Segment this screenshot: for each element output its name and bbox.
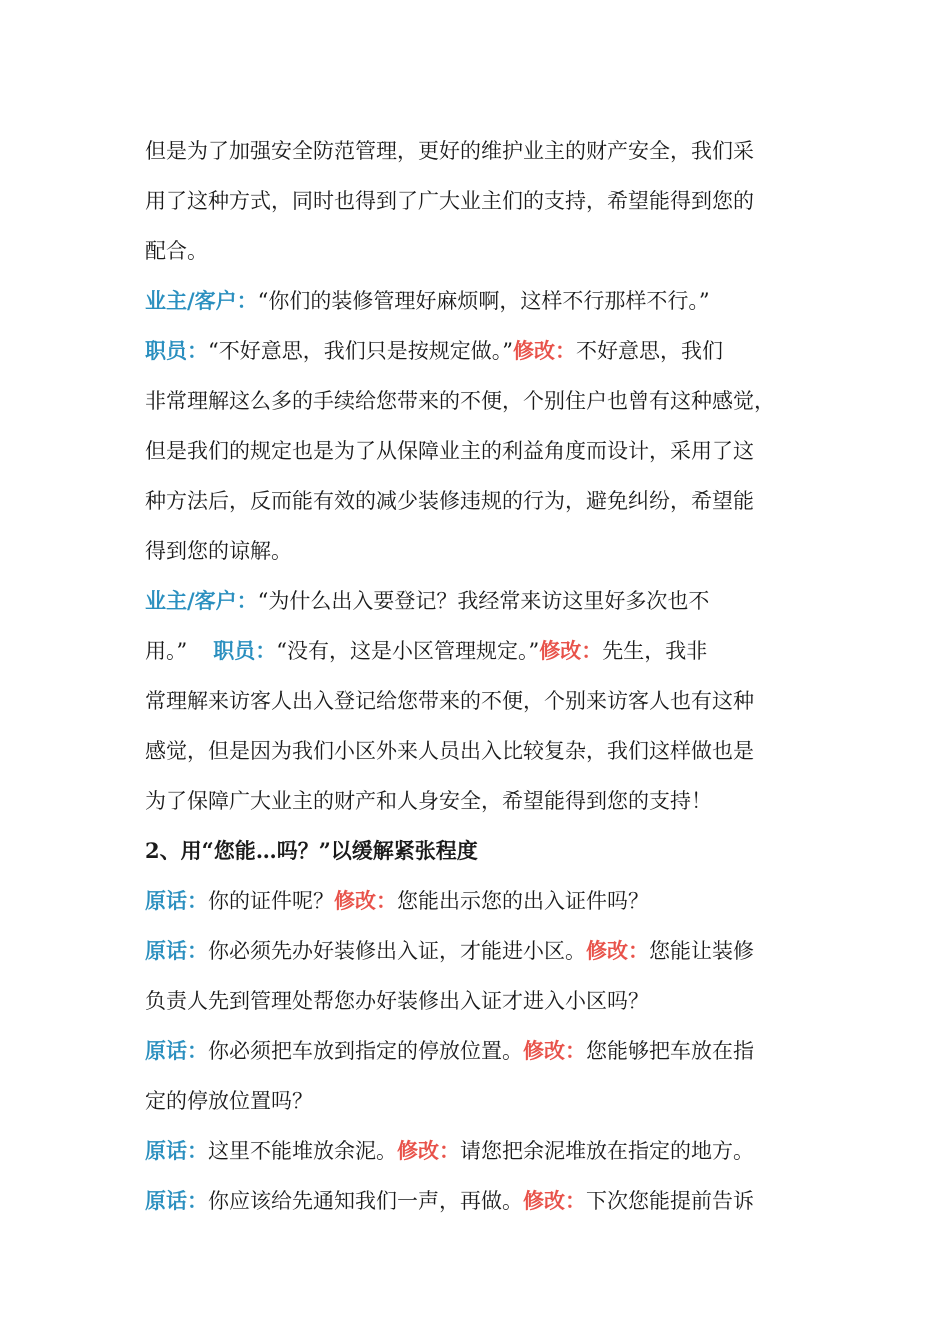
revise-text: 先生，我非 (602, 639, 708, 663)
revise-line: 非常理解这么多的手续给您带来的不便，个别住户也曾有这种感觉， (145, 389, 775, 413)
revise-label: 修改： (397, 1138, 460, 1163)
revise-text: 下次您能提前告诉 (586, 1189, 754, 1213)
revise-label: 修改： (523, 1188, 586, 1213)
dialog-owner-line (145, 276, 810, 326)
original-label: 原话： (145, 888, 208, 913)
document-page (145, 126, 810, 1226)
revise-text: 您能出示您的出入证件吗？ (397, 889, 649, 913)
revise-text: 您能让装修 (649, 939, 754, 963)
example-line (145, 1026, 810, 1076)
revise-label: 修改： (586, 938, 649, 963)
owner-label: 业主/客户： (145, 588, 258, 613)
revise-line: 得到您的谅解。 (145, 539, 292, 563)
staff-quote: “不好意思，我们只是按规定做。” (208, 339, 513, 363)
revise-line: 但是我们的规定也是为了从保障业主的利益角度而设计，采用了这 (145, 439, 754, 463)
dialog-mixed-line (145, 626, 810, 676)
original-label: 原话： (145, 938, 208, 963)
original-label: 原话： (145, 1038, 208, 1063)
paragraph-line: 用了这种方式，同时也得到了广大业主们的支持，希望能得到您的 (145, 189, 754, 213)
owner-quote: “你们的装修管理好麻烦啊，这样不行那样不行。” (257, 289, 710, 313)
dialog-staff-line (145, 326, 810, 376)
example-continuation: 负责人先到管理处帮您办好装修出入证才进入小区吗？ (145, 989, 649, 1013)
revise-line: 感觉，但是因为我们小区外来人员出入比较复杂，我们这样做也是 (145, 739, 754, 763)
revise-line: 种方法后，反而能有效的减少装修违规的行为，避免纠纷，希望能 (145, 489, 754, 513)
original-label: 原话： (145, 1188, 208, 1213)
owner-quote: “为什么出入要登记？我经常来访这里好多次也不 (257, 589, 710, 613)
original-label: 原话： (145, 1138, 208, 1163)
original-text: 你必须先办好装修出入证，才能进小区。 (208, 939, 586, 963)
revise-label: 修改： (334, 888, 397, 913)
dialog-owner-line (145, 576, 810, 626)
revise-label: 修改： (523, 1038, 586, 1063)
example-line (145, 876, 810, 926)
paragraph-line: 但是为了加强安全防范管理，更好的维护业主的财产安全，我们采 (145, 139, 754, 163)
revise-label: 修改： (539, 638, 603, 663)
example-line (145, 1126, 810, 1176)
staff-label: 职员： (145, 338, 208, 363)
revise-line: 常理解来访客人出入登记给您带来的不便，个别来访客人也有这种 (145, 689, 754, 713)
staff-quote: “没有，这是小区管理规定。” (276, 639, 540, 663)
example-continuation: 定的停放位置吗？ (145, 1089, 313, 1113)
original-text: 你的证件呢？ (208, 889, 334, 913)
owner-quote-end: 用。” (145, 639, 188, 663)
revise-text: 不好意思，我们 (575, 339, 723, 363)
original-text: 你应该给先通知我们一声，再做。 (208, 1189, 523, 1213)
original-text: 你必须把车放到指定的停放位置。 (208, 1039, 523, 1063)
section-heading: 2、用“您能…吗？”以缓解紧张程度 (145, 838, 478, 863)
paragraph-line: 配合。 (145, 239, 208, 263)
example-line (145, 1176, 810, 1226)
original-text: 这里不能堆放余泥。 (208, 1139, 397, 1163)
revise-text: 请您把余泥堆放在指定的地方。 (460, 1139, 754, 1163)
revise-text: 您能够把车放在指 (586, 1039, 754, 1063)
revise-label: 修改： (512, 338, 576, 363)
owner-label: 业主/客户： (145, 288, 258, 313)
example-line (145, 926, 810, 976)
revise-line: 为了保障广大业主的财产和人身安全，希望能得到您的支持！ (145, 789, 712, 813)
staff-label: 职员： (213, 638, 277, 663)
